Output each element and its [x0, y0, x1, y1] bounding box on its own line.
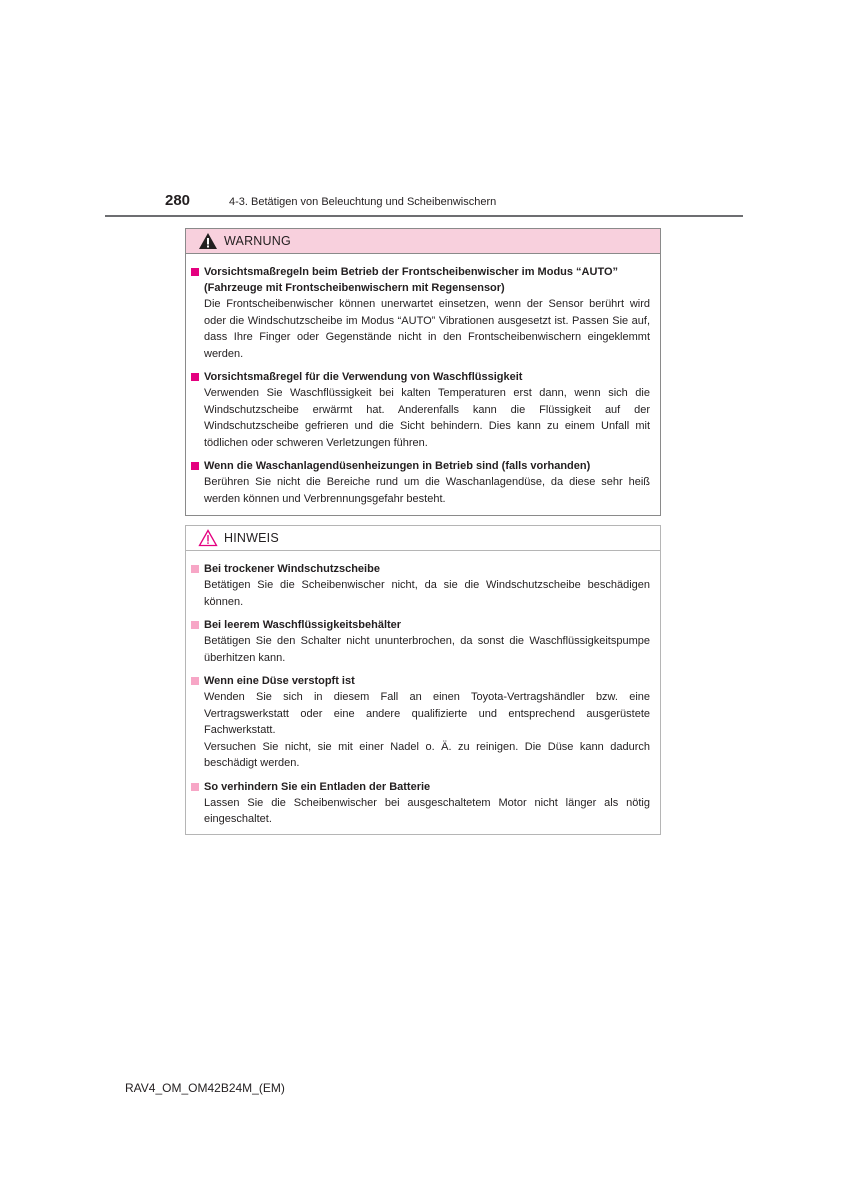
warning-item [191, 369, 650, 451]
warning-item-text: Die Frontscheibenwischer können unerwartet einsetzen, wenn der Sensor berührt wird oder die Windschutzscheibe im Modus “AUTO” Vibrationen ausgesetzt ist. Passen Sie auf, dass Ihre Finger oder Gegenstände nicht in den Frontscheibenwischern eingeklemmt werden. [204, 298, 650, 360]
warning-item-title-text: Wenn die Waschanlagendüsenheizungen in Betrieb sind (falls vorhanden) [204, 460, 591, 472]
notice-item-title [191, 561, 650, 577]
notice-item-title-text: So verhindern Sie ein Entladen der Batterie [204, 780, 431, 793]
warning-item-title-text: Vorsichtsmaßregeln beim Betrieb der Frontscheibenwischer im Modus “AUTO” (Fahrzeuge mit Frontscheibenwischern mit Regensensor) [204, 266, 619, 294]
notice-item-text: Betätigen Sie die Scheibenwischer nicht, da sie die Windschutzscheibe beschädigen können. [204, 579, 650, 608]
notice-item-text: Versuchen Sie nicht, sie mit einer Nadel o. Ä. zu reinigen. Die Düse kann dadurch beschädigt werden. [204, 740, 650, 769]
bullet-square-icon [191, 268, 199, 276]
warning-item-title [191, 369, 650, 385]
warning-label: WARNUNG [224, 234, 291, 248]
notice-item [191, 673, 650, 772]
notice-item-title [191, 673, 650, 689]
notice-item-text: Wenden Sie sich in diesem Fall an einen Toyota-Vertragshändler bzw. eine Vertragswerkstatt oder eine andere qualifizierte und entsprechend ausgerüstete Fachwerkstatt. [204, 691, 650, 736]
notice-box [185, 525, 661, 835]
notice-header [186, 526, 660, 551]
notice-body [186, 551, 660, 828]
warning-item [191, 264, 650, 362]
bullet-square-icon [191, 462, 199, 470]
notice-item [191, 779, 650, 828]
warning-box [185, 228, 661, 516]
notice-item [191, 561, 650, 610]
bullet-square-icon [191, 783, 199, 791]
warning-item [191, 458, 650, 507]
bullet-square-icon [191, 621, 199, 629]
bullet-square-icon [191, 373, 199, 381]
notice-item-title [191, 617, 650, 633]
page-number: 280 [165, 192, 191, 209]
bullet-square-icon [191, 677, 199, 685]
warning-item-title [191, 264, 650, 296]
section-title: 4-3. Betätigen von Beleuchtung und Scheibenwischern [229, 196, 497, 208]
notice-item-title-text: Wenn eine Düse verstopft ist [204, 675, 355, 687]
warning-body [186, 254, 660, 507]
manual-code: RAV4_OM_OM42B24M_(EM) [125, 1081, 285, 1095]
warning-header [186, 229, 660, 254]
notice-item [191, 617, 650, 666]
notice-item-text: Betätigen Sie den Schalter nicht ununterbrochen, da sonst die Waschflüssigkeitspumpe überhitzen kann. [204, 635, 650, 664]
caution-triangle-icon [198, 529, 218, 547]
notice-label: HINWEIS [224, 531, 279, 545]
warning-item-text: Verwenden Sie Waschflüssigkeit bei kalten Temperaturen erst dann, wenn sich die Windschutzscheibe erwärmt hat. Anderenfalls kann die Flüssigkeit auf der Windschutzscheibe gefrieren und die Sicht behindern. Dies kann zu einem Unfall mit tödlichen oder schweren Verletzungen führen. [204, 387, 650, 449]
notice-item-title-text: Bei leerem Waschflüssigkeitsbehälter [204, 619, 402, 631]
notice-item-text: Lassen Sie die Scheibenwischer bei ausgeschaltetem Motor nicht länger als nötig eingeschaltet. [204, 796, 650, 825]
notice-item-title-text: Bei trockener Windschutzscheibe [204, 563, 380, 575]
bullet-square-icon [191, 565, 199, 573]
warning-item-text: Berühren Sie nicht die Bereiche rund um die Waschanlagendüse, da diese sehr heiß werden können und Verbrennungsgefahr besteht. [204, 476, 650, 505]
warning-item-title-text: Vorsichtsmaßregel für die Verwendung von Waschflüssigkeit [204, 371, 523, 383]
notice-item-title [191, 779, 650, 795]
warning-item-title [191, 458, 650, 474]
warning-triangle-icon [198, 232, 218, 250]
header-divider [105, 215, 743, 217]
